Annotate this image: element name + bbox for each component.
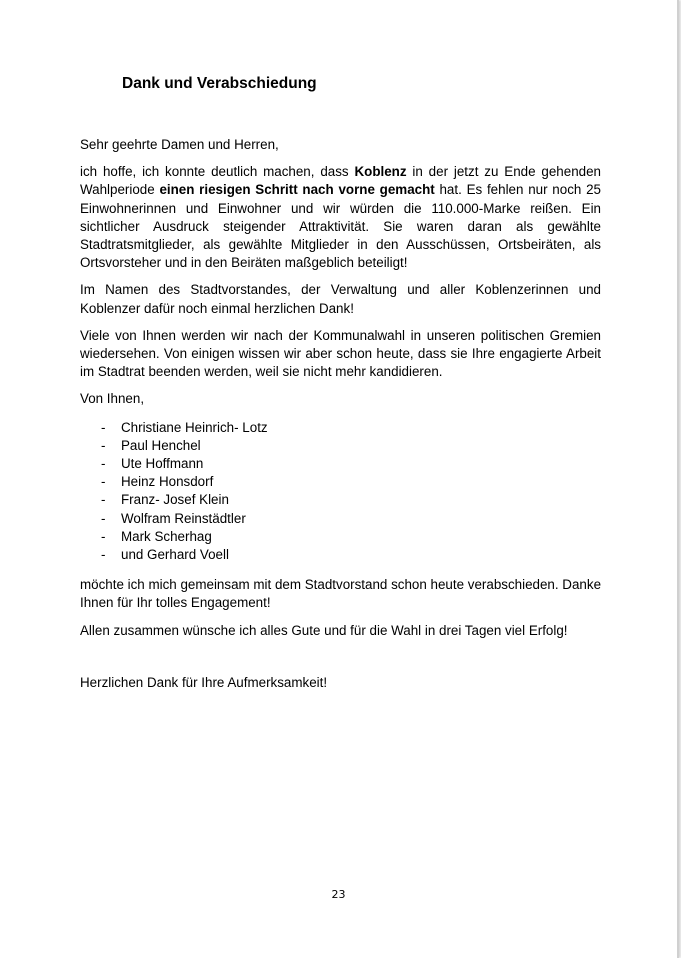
paragraph-wishes: Allen zusammen wünsche ich alles Gute und für die Wahl in drei Tagen viel Erfolg! <box>80 622 568 638</box>
paragraph-von-ihnen: Von Ihnen, <box>80 391 145 407</box>
list-item <box>80 491 601 509</box>
p1-bold-step: einen riesigen Schritt nach vorne gemacht <box>159 182 435 198</box>
list-item-name: Mark Scherhag <box>121 528 212 544</box>
list-dash: - <box>101 456 106 472</box>
p1-bold-koblenz: Koblenz <box>354 164 407 180</box>
list-item-name: Ute Hoffmann <box>121 456 204 472</box>
paragraph-goodbye: möchte ich mich gemeinsam mit dem Stadtvorstand schon heute verabschieden. Danke Ihnen für Ihr tolles Engagement! <box>80 577 602 611</box>
salutation: Sehr geehrte Damen und Herren, <box>80 137 279 152</box>
list-item <box>80 546 601 564</box>
list-item-name: Heinz Honsdorf <box>121 474 214 490</box>
list-item-name: Franz- Josef Klein <box>121 492 229 508</box>
list-item <box>80 419 601 437</box>
closing-line: Herzlichen Dank für Ihre Aufmerksamkeit! <box>80 674 328 690</box>
list-item-name: Paul Henchel <box>121 437 201 453</box>
list-item-name: und Gerhard Voell <box>121 546 229 562</box>
list-dash: - <box>101 528 106 544</box>
section-heading: Dank und Verabschiedung <box>122 75 317 92</box>
document-body <box>80 136 601 701</box>
paragraph-farewell-intro: Viele von Ihnen werden wir nach der Kommunalwahl in unseren politischen Gremien wiedersehen. Von einigen wissen wir aber schon heute, dass sie Ihre engagierte Arbeit im Stadtrat beenden werden, weil sie nicht mehr kandidieren. <box>80 327 601 380</box>
list-item <box>80 473 601 491</box>
list-dash: - <box>101 437 106 453</box>
list-item-name: Wolfram Reinstädtler <box>121 510 246 526</box>
list-dash: - <box>101 419 106 435</box>
paragraph-achievements <box>80 163 601 272</box>
p1-text-3: hat. Es fehlen nur noch 25 Einwohnerinnen und Einwohner und wir würden die 110.000-Marke reißen. Ein sichtlicher Ausdruck steigender Attraktivität. Sie waren daran als gewählte Stadtratsmitglieder, als gewählte Mitglieder in den Ausschüssen, Ortsbeiräten, als Ortsvorsteher und in den Beiräten maßgeblich beteiligt! <box>80 182 601 271</box>
spacer <box>80 649 601 674</box>
list-dash: - <box>101 510 106 526</box>
list-dash: - <box>101 546 106 562</box>
list-dash: - <box>101 474 106 490</box>
list-item-name: Christiane Heinrich- Lotz <box>121 419 268 435</box>
list-item <box>80 510 601 528</box>
p1-text-2: in der jetzt zu Ende gehenden Wahlperiode <box>80 164 601 198</box>
list-item <box>80 437 601 455</box>
p1-text-1: ich hoffe, ich konnte deutlich machen, dass <box>80 164 355 180</box>
paragraph-thanks: Im Namen des Stadtvorstandes, der Verwaltung und aller Koblenzerinnen und Koblenzer dafür noch einmal herzlichen Dank! <box>80 282 601 316</box>
page-number: 23 <box>331 888 346 901</box>
names-list <box>80 419 601 565</box>
list-item <box>80 455 601 473</box>
list-item <box>80 528 601 546</box>
list-dash: - <box>101 492 106 508</box>
